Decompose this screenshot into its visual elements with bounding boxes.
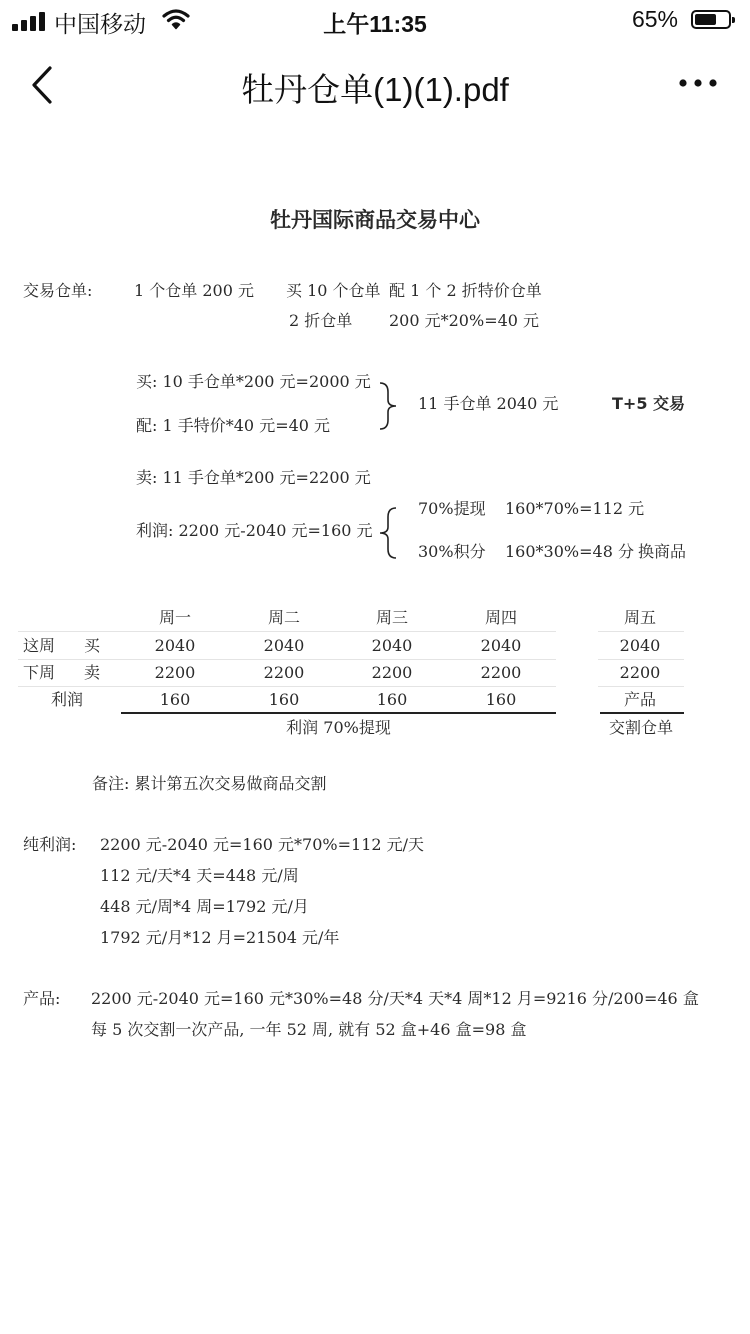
table-cell: 2040 xyxy=(619,636,661,655)
sell-calc: 卖: 11 手仓单*200 元=2200 元 xyxy=(136,468,371,487)
table-cell: 产品 xyxy=(623,690,656,709)
carrier-name: 中国移动 xyxy=(54,11,146,37)
table-cell: 2040 xyxy=(371,636,413,655)
page-title: 牡丹仓单(1)(1).pdf xyxy=(241,71,509,108)
battery-icon xyxy=(691,10,731,29)
table-header: 周二 xyxy=(267,608,300,627)
product-line: 每 5 次交割一次产品, 一年 52 周, 就有 52 盒+46 盒=98 盒 xyxy=(91,1020,527,1039)
net-profit-line: 1792 元/月*12 月=21504 元/年 xyxy=(100,928,340,947)
table-header: 周五 xyxy=(623,608,656,627)
buy-ten-text: 买 10 个仓单 xyxy=(286,281,381,300)
clock: 上午11:35 xyxy=(323,11,427,37)
net-profit-label: 纯利润: xyxy=(23,835,77,854)
table-cell: 2040 xyxy=(263,636,305,655)
row-label: 利润 xyxy=(51,690,84,709)
product-line: 2200 元-2040 元=160 元*30%=48 分/天*4 天*4 周*12 月=9216 分/200=46 盒 xyxy=(91,989,699,1008)
row-label: 下周 xyxy=(23,663,56,682)
match-calc: 配: 1 手特价*40 元=40 元 xyxy=(136,416,331,435)
net-profit-line: 448 元/周*4 周=1792 元/月 xyxy=(100,897,309,916)
row-label: 这周 xyxy=(23,636,56,655)
product-label: 产品: xyxy=(23,989,61,1008)
table-cell: 160 xyxy=(376,690,408,709)
row-label: 卖 xyxy=(84,663,101,682)
navigation-bar xyxy=(0,40,750,130)
points-label: 30%积分 xyxy=(418,542,486,561)
remark-text: 备注: 累计第五次交易做商品交割 xyxy=(92,774,327,793)
table-footer-left: 利润 70%提现 xyxy=(286,718,391,737)
more-options-icon[interactable] xyxy=(678,76,718,90)
net-profit-line: 112 元/天*4 天=448 元/周 xyxy=(100,866,299,885)
points-calc: 160*30%=48 分 xyxy=(505,542,634,561)
net-profit-line: 2200 元-2040 元=160 元*70%=112 元/天 xyxy=(100,835,425,854)
table-cell: 2200 xyxy=(371,663,413,682)
document-title: 牡丹国际商品交易中心 xyxy=(270,208,480,232)
table-header: 周三 xyxy=(375,608,408,627)
table-header: 周四 xyxy=(484,608,517,627)
unit-price-text: 1 个仓单 200 元 xyxy=(134,281,254,300)
table-cell: 2040 xyxy=(154,636,196,655)
table-cell: 160 xyxy=(485,690,517,709)
status-bar xyxy=(0,0,750,40)
discount-warehouse-text: 2 折仓单 xyxy=(289,311,353,330)
row-label: 买 xyxy=(84,636,101,655)
right-brace-icon xyxy=(374,380,402,432)
table-footer-right: 交割仓单 xyxy=(608,718,673,737)
discount-match-text: 配 1 个 2 折特价仓单 xyxy=(389,281,542,300)
table-cell: 160 xyxy=(159,690,191,709)
left-brace-icon xyxy=(372,505,402,561)
battery-percent: 65% xyxy=(631,6,678,32)
trade-warehouse-label: 交易仓单: xyxy=(23,281,93,300)
t5-trade-label: T+5 交易 xyxy=(612,394,686,413)
table-cell: 2200 xyxy=(480,663,522,682)
cash-label: 70%提现 xyxy=(418,499,486,518)
cash-calc: 160*70%=112 元 xyxy=(505,499,645,518)
discount-price-calc: 200 元*20%=40 元 xyxy=(389,311,540,330)
table-cell: 2200 xyxy=(263,663,305,682)
table-cell: 2040 xyxy=(480,636,522,655)
table-cell: 2200 xyxy=(154,663,196,682)
buy-calc: 买: 10 手仓单*200 元=2000 元 xyxy=(136,372,371,391)
profit-calc: 利润: 2200 元-2040 元=160 元 xyxy=(136,521,373,540)
points-note: 换商品 xyxy=(638,542,687,561)
total-calc: 11 手仓单 2040 元 xyxy=(418,394,559,413)
table-cell: 2200 xyxy=(619,663,661,682)
table-header: 周一 xyxy=(158,608,191,627)
table-cell: 160 xyxy=(268,690,300,709)
